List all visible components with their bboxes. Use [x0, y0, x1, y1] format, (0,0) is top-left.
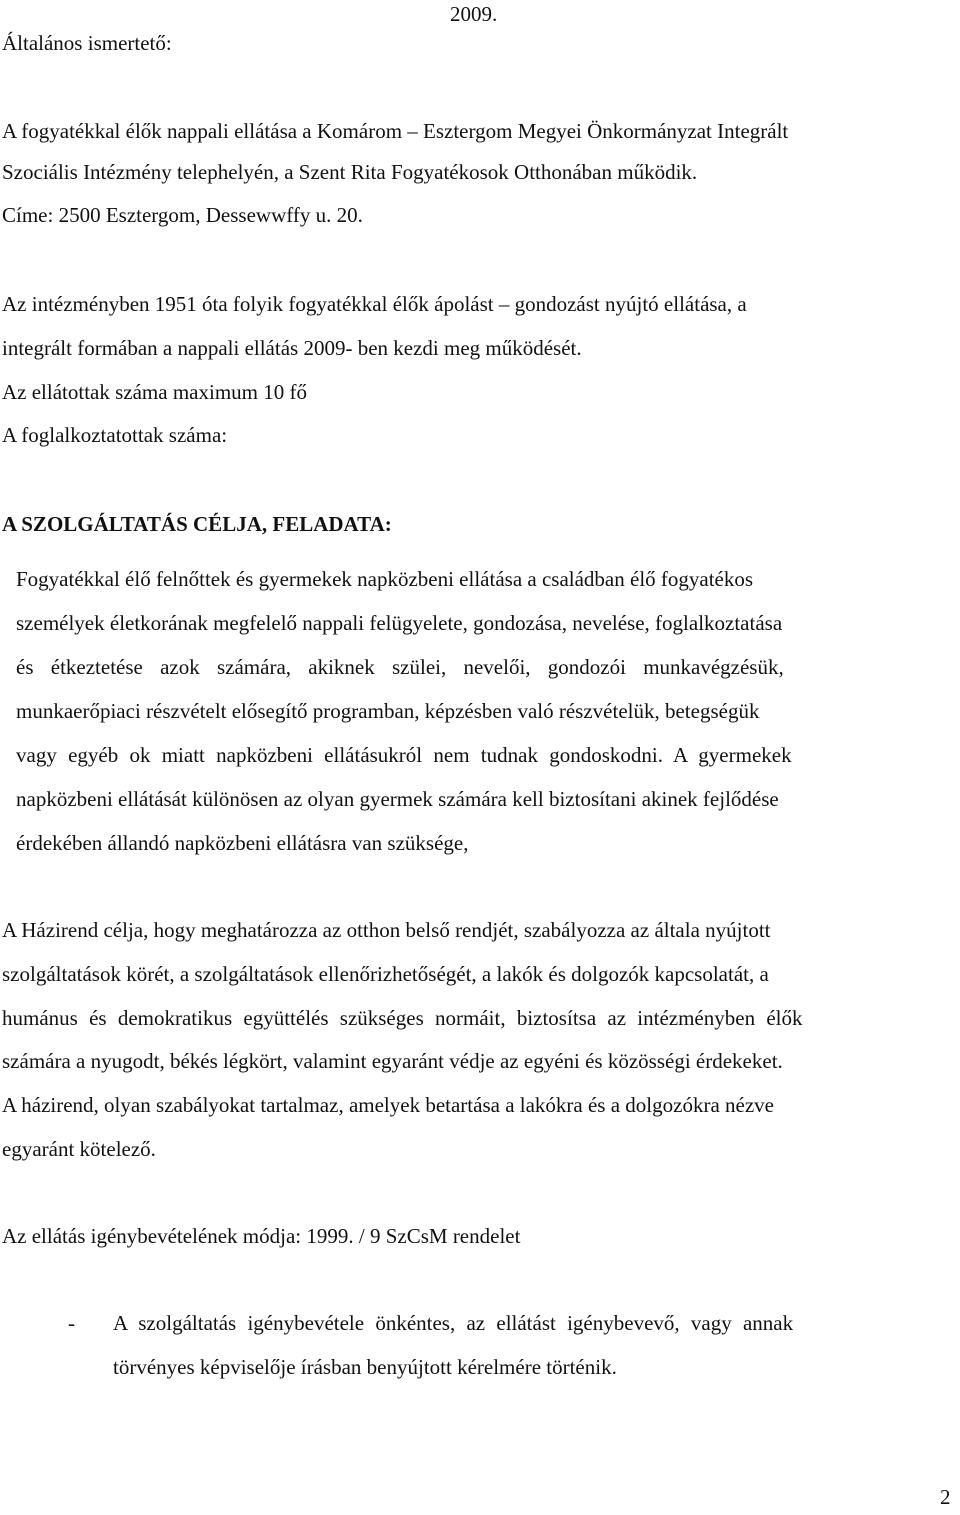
history-line-1: Az intézményben 1951 óta folyik fogyatékkal élők ápolást – gondozást nyújtó ellátása, a	[2, 292, 747, 316]
rules-line-2: szolgáltatások körét, a szolgáltatások ellenőrizhetőségét, a lakók és dolgozók kapcsolatát, a	[2, 962, 769, 986]
usage-bullet-line-1: A szolgáltatás igénybevétele önkéntes, az ellátást igénybevevő, vagy annak	[113, 1311, 794, 1335]
usage-bullet-line-2: törvényes képviselője írásban benyújtott kérelmére történik.	[113, 1355, 617, 1379]
usage-title: Az ellátás igénybevételének módja: 1999. / 9 SzCsM rendelet	[2, 1224, 521, 1248]
rules-line-3: humánus és demokratikus együttélés szükséges normáit, biztosítsa az intézményben élők	[2, 1006, 803, 1030]
goal-line-3: és étkeztetése azok számára, akiknek szülei, nevelői, gondozói munkavégzésük,	[16, 655, 784, 679]
employed-line: A foglalkoztatottak száma:	[2, 423, 228, 447]
goal-line-6: napközbeni ellátását különösen az olyan gyermek számára kell biztosítani akinek fejlődése	[16, 787, 779, 811]
intro-address: Címe: 2500 Esztergom, Dessewwffy u. 20.	[2, 203, 363, 227]
bullet-marker: -	[68, 1311, 75, 1335]
goal-line-2: személyek életkorának megfelelő nappali felügyelete, gondozása, nevelése, foglalkoztatása	[16, 611, 783, 635]
goal-line-5: vagy egyéb ok miatt napközbeni ellátásukról nem tudnak gondoskodni. A gyermekek	[16, 743, 792, 767]
page-number: 2	[940, 1485, 951, 1509]
goal-heading: A SZOLGÁLTATÁS CÉLJA, FELADATA:	[2, 512, 392, 536]
goal-line-1	[16, 567, 941, 591]
goal-line-4: munkaerőpiaci részvételt elősegítő programban, képzésben való részvételük, betegségük	[16, 699, 760, 723]
rules-line-4: számára a nyugodt, békés légkört, valamint egyaránt védje az egyéni és közösségi érdekeket.	[2, 1049, 783, 1073]
goal-line-7: érdekében állandó napközbeni ellátásra van szüksége,	[16, 831, 469, 855]
rules-line-6: egyaránt kötelező.	[2, 1137, 156, 1161]
year-label: 2009.	[450, 2, 498, 26]
rules-line-1: A Házirend célja, hogy meghatározza az otthon belső rendjét, szabályozza az általa nyújtott	[2, 918, 771, 942]
rules-line-5: A házirend, olyan szabályokat tartalmaz, amelyek betartása a lakókra és a dolgozókra nézve	[2, 1093, 774, 1117]
goal-line-text: Fogyatékkal élő felnőttek és gyermekek napközbeni ellátása a családban élő fogyatékos	[16, 567, 754, 591]
capacity-line: Az ellátottak száma maximum 10 fő	[2, 380, 307, 404]
section-title: Általános ismertető:	[2, 31, 172, 55]
intro-line-1: A fogyatékkal élők nappali ellátása a Komárom – Esztergom Megyei Önkormányzat Integrált	[2, 119, 789, 143]
history-line-2: integrált formában a nappali ellátás 2009- ben kezdi meg működését.	[2, 336, 582, 360]
intro-line-2: Szociális Intézmény telephelyén, a Szent Rita Fogyatékosok Otthonában működik.	[2, 160, 698, 184]
